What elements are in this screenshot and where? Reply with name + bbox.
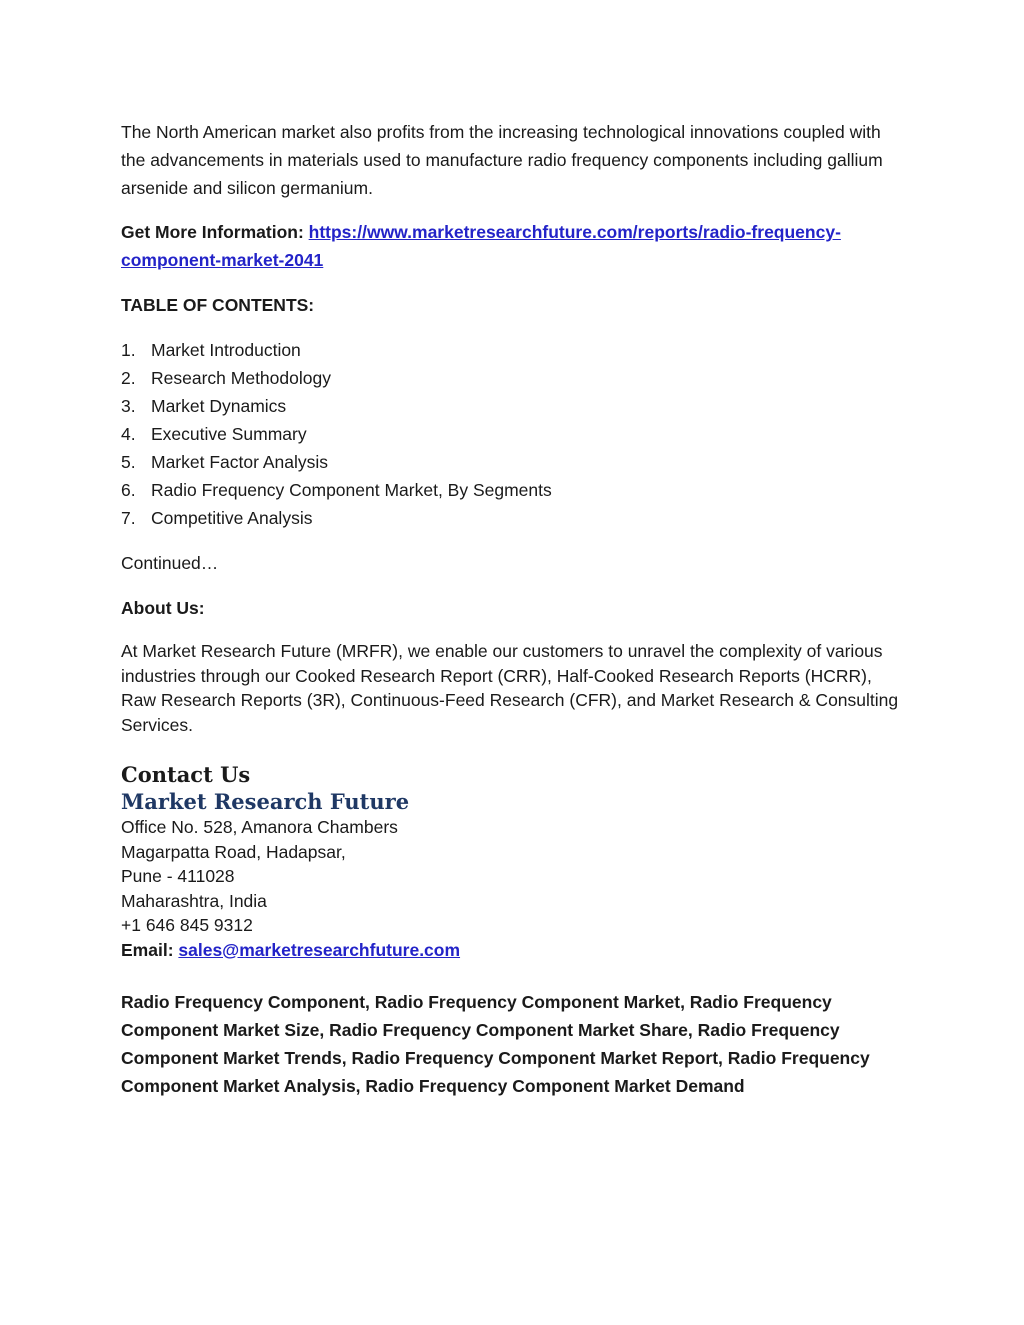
toc-item <box>121 504 901 532</box>
toc-item <box>121 364 901 392</box>
toc-item-number: 6. <box>121 480 136 500</box>
email-link[interactable]: sales@marketresearchfuture.com <box>178 939 461 960</box>
more-info-line <box>121 218 901 274</box>
email-line <box>121 938 901 963</box>
toc-item-number: 2. <box>121 368 136 388</box>
toc-item <box>121 420 901 448</box>
toc-item-number: 3. <box>121 396 136 416</box>
company-name: Market Research Future <box>121 789 410 814</box>
address-line: Magarpatta Road, Hadapsar, <box>121 841 346 862</box>
document-page <box>121 118 901 1100</box>
intro-paragraph: The North American market also profits from the increasing technological innovations coupled with the advancements in materials used to manufacture radio frequency components including gallium arsenide and silicon germanium. <box>121 122 883 198</box>
toc-item-number: 5. <box>121 452 136 472</box>
toc-item <box>121 448 901 476</box>
toc-list <box>121 336 901 532</box>
toc-heading: TABLE OF CONTENTS: <box>121 295 315 315</box>
toc-continued: Continued… <box>121 553 219 573</box>
toc-item-label: Market Dynamics <box>151 396 287 416</box>
address-line: Pune - 411028 <box>121 866 235 886</box>
about-paragraph: At Market Research Future (MRFR), we enable our customers to unravel the complexity of various industries through our Cooked Research Report (CRR), Half-Cooked Research Reports (HCRR), Raw Research Reports (3R), Continuous-Feed Research (CFR), and Market Research & Consulting Services. <box>121 641 899 735</box>
report-link[interactable]: https://www.marketresearchfuture.com/reports/radio-frequency-component-market-2041 <box>121 222 841 270</box>
toc-item <box>121 392 901 420</box>
address-line: Office No. 528, Amanora Chambers <box>121 817 398 837</box>
toc-item-label: Market Factor Analysis <box>151 452 328 472</box>
toc-item-label: Executive Summary <box>151 424 307 444</box>
about-heading: About Us: <box>121 598 205 618</box>
keywords-paragraph: Radio Frequency Component, Radio Frequency Component Market, Radio Frequency Component Market Size, Radio Frequency Component Market Share, Radio Frequency Component Market Trends, Radio Frequency Component Market Report, Radio Frequency Component Market Analysis, Radio Frequency Component Market Demand <box>121 992 870 1096</box>
phone-number: +1 646 845 9312 <box>121 915 253 935</box>
toc-item-label: Research Methodology <box>151 368 331 388</box>
toc-item-label: Competitive Analysis <box>151 508 313 528</box>
contact-address <box>121 815 901 962</box>
toc-item-number: 4. <box>121 424 136 444</box>
toc-item-label: Market Introduction <box>151 340 301 360</box>
more-info-label: Get More Information: <box>121 222 309 242</box>
toc-item-number: 1. <box>121 340 136 360</box>
toc-item <box>121 336 901 364</box>
toc-item-label: Radio Frequency Component Market, By Segments <box>151 480 552 500</box>
contact-heading: Contact Us <box>121 762 251 787</box>
address-line: Maharashtra, India <box>121 890 267 911</box>
toc-item <box>121 476 901 504</box>
email-label: Email: <box>121 939 179 960</box>
toc-item-number: 7. <box>121 508 136 528</box>
